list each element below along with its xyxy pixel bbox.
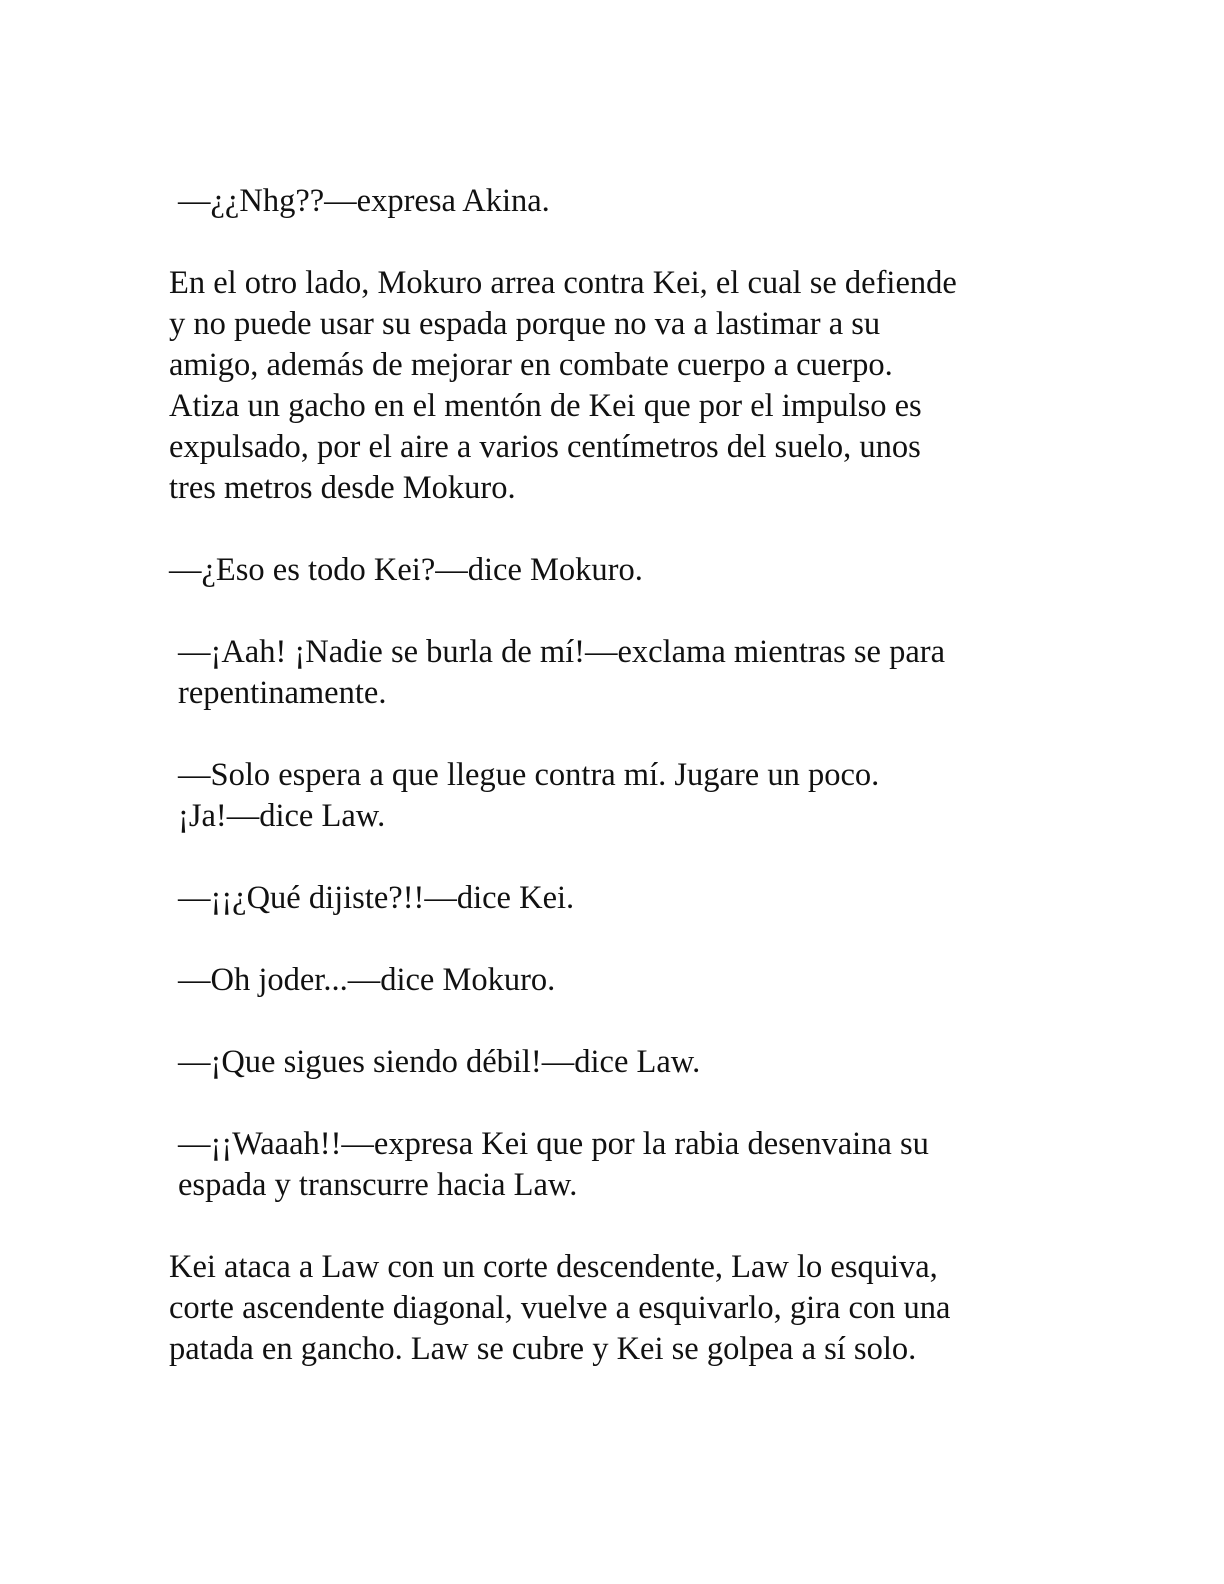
text-line: ¡Ja!—dice Law. — [178, 798, 386, 834]
text-line: expulsado, por el aire a varios centímetros del suelo, unos — [169, 429, 921, 465]
text-line: patada en gancho. Law se cubre y Kei se golpea a sí solo. — [169, 1331, 917, 1367]
paragraph-mokuro-joder — [169, 960, 1049, 1001]
paragraph-law-dialogue — [169, 755, 1049, 837]
text-line: tres metros desde Mokuro. — [169, 470, 516, 506]
paragraph-kei-dialogue — [169, 878, 1049, 919]
paragraph-akina-dialogue — [169, 181, 1049, 222]
paragraph-kei-waaah — [169, 1124, 1049, 1206]
text-line: En el otro lado, Mokuro arrea contra Kei, el cual se defiende — [169, 265, 957, 301]
paragraph-law-debil — [169, 1042, 1049, 1083]
text-line: —¿¿Nhg??—expresa Akina. — [178, 183, 550, 219]
text-line: corte ascendente diagonal, vuelve a esquivarlo, gira con una — [169, 1290, 951, 1326]
text-line: —¿Eso es todo Kei?—dice Mokuro. — [169, 552, 643, 588]
text-line: —¡¡Waaah!!—expresa Kei que por la rabia desenvaina su — [178, 1126, 929, 1162]
text-line: —Oh joder...—dice Mokuro. — [178, 962, 556, 998]
text-line: —Solo espera a que llegue contra mí. Jugare un poco. — [178, 757, 880, 793]
text-line: repentinamente. — [178, 675, 387, 711]
paragraph-narration-fight — [169, 1247, 1049, 1370]
text-line: y no puede usar su espada porque no va a lastimar a su — [169, 306, 881, 342]
text-line: —¡Aah! ¡Nadie se burla de mí!—exclama mientras se para — [178, 634, 946, 670]
text-line: Kei ataca a Law con un corte descendente, Law lo esquiva, — [169, 1249, 938, 1285]
text-line: espada y transcurre hacia Law. — [178, 1167, 578, 1203]
text-line: —¡¡¿Qué dijiste?!!—dice Kei. — [178, 880, 575, 916]
text-line: amigo, además de mejorar en combate cuerpo a cuerpo. — [169, 347, 893, 383]
paragraph-narration-mokuro — [169, 263, 1049, 509]
paragraph-kei-exclaim — [169, 632, 1049, 714]
text-line: —¡Que sigues siendo débil!—dice Law. — [178, 1044, 701, 1080]
text-line: Atiza un gacho en el mentón de Kei que por el impulso es — [169, 388, 922, 424]
document-body — [169, 181, 1049, 1411]
paragraph-mokuro-dialogue — [169, 550, 1049, 591]
